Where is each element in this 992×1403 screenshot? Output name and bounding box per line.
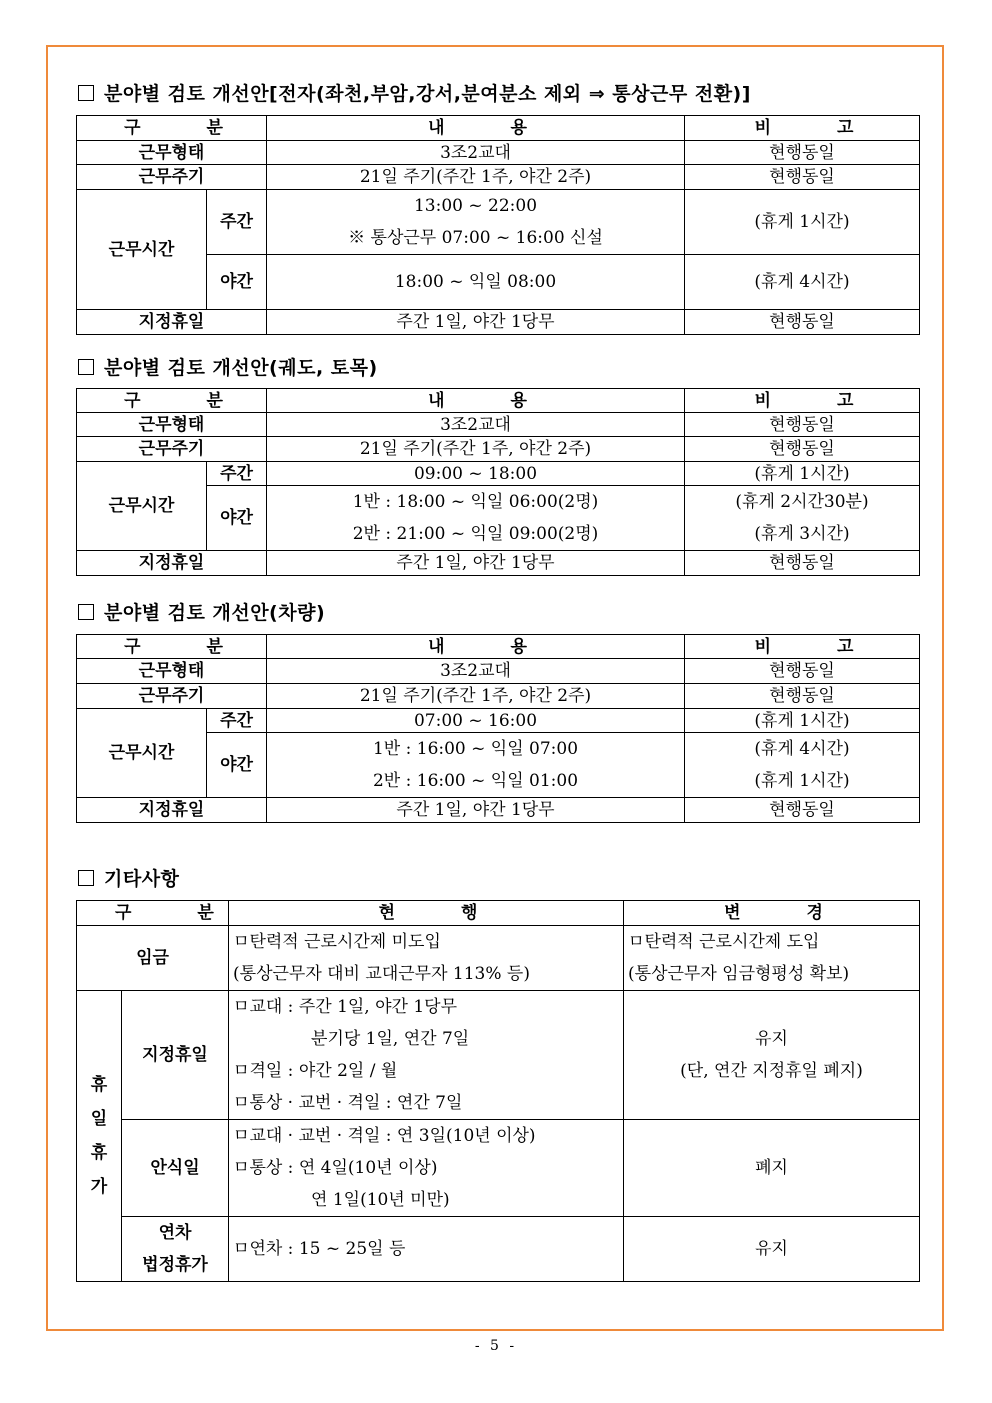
table-row (77, 462, 920, 486)
page-number: - 5 - (474, 1338, 518, 1354)
checkbox-square-icon (78, 870, 94, 886)
sub-label: 주간 (207, 709, 267, 733)
sub-label: 야간 (207, 486, 267, 551)
table-row (77, 190, 920, 255)
row-label: 임금 (77, 926, 229, 991)
table-header-row (77, 901, 920, 926)
checkbox-square-icon (78, 604, 94, 620)
row-change: 폐지 (624, 1120, 920, 1217)
other-items-table (76, 900, 920, 1282)
row-content: 13:00 ~ 22:00 ※ 통상근무 07:00 ~ 16:00 신설 (267, 190, 685, 255)
sub-label: 주간 (207, 462, 267, 486)
sub-label: 야간 (207, 255, 267, 310)
row-label: 연차 법정휴가 (122, 1217, 229, 1282)
row-note: (휴게 4시간) (휴게 1시간) (685, 733, 920, 798)
header-current: 현 행 (229, 901, 624, 926)
table-row (77, 165, 920, 190)
row-current: ㅁ탄력적 근로시간제 미도입 (통상근무자 대비 교대근무자 113% 등) (229, 926, 624, 991)
row-note: 현행동일 (685, 165, 920, 190)
row-label: 근무형태 (77, 659, 267, 684)
row-label: 근무시간 (77, 709, 207, 798)
row-note: (휴게 1시간) (685, 462, 920, 486)
row-current: ㅁ교대 · 교번 · 격일 : 연 3일(10년 이상) ㅁ통상 : 연 4일(10년 이상) 연 1일(10년 미만) (229, 1120, 624, 1217)
row-current: ㅁ연차 : 15 ~ 25일 등 (229, 1217, 624, 1282)
header-category: 구 분 (77, 635, 267, 659)
row-note: (휴게 4시간) (685, 255, 920, 310)
table-row (77, 141, 920, 165)
row-current: ㅁ교대 : 주간 1일, 야간 1당무 분기당 1일, 연간 7일 ㅁ격일 : 야간 2일 / 월 ㅁ통상 · 교번 · 격일 : 연간 7일 (229, 991, 624, 1120)
row-label: 지정휴일 (77, 310, 267, 335)
row-change: ㅁ탄력적 근로시간제 도입 (통상근무자 임금형평성 확보) (624, 926, 920, 991)
table-row (77, 926, 920, 991)
row-label: 근무주기 (77, 165, 267, 190)
table-row (77, 991, 920, 1120)
row-note: (휴게 2시간30분) (휴게 3시간) (685, 486, 920, 551)
row-note: 현행동일 (685, 437, 920, 462)
section-heading: 기타사항 (78, 864, 179, 891)
table-row (77, 1217, 920, 1282)
row-content: 07:00 ~ 16:00 (267, 709, 685, 733)
header-category: 구 분 (77, 389, 267, 413)
row-label: 지정휴일 (77, 798, 267, 823)
table-row (77, 437, 920, 462)
table-header-row (77, 389, 920, 413)
table-row (77, 551, 920, 576)
row-change: 유지 (단, 연간 지정휴일 폐지) (624, 991, 920, 1120)
section-heading: 분야별 검토 개선안[전자(좌천,부암,강서,분여분소 제외 ⇒ 통상근무 전환)] (78, 79, 751, 106)
row-content: 주간 1일, 야간 1당무 (267, 798, 685, 823)
table-row (77, 310, 920, 335)
schedule-table-vehicle (76, 634, 920, 823)
row-label: 근무시간 (77, 190, 207, 310)
row-content: 3조2교대 (267, 141, 685, 165)
checkbox-square-icon (78, 85, 94, 101)
row-content: 1반 : 18:00 ~ 익일 06:00(2명) 2반 : 21:00 ~ 익일 09:00(2명) (267, 486, 685, 551)
group-label: 휴일휴가 (77, 991, 122, 1282)
row-note: (휴게 1시간) (685, 190, 920, 255)
table-row (77, 1120, 920, 1217)
table-row (77, 684, 920, 709)
row-label: 지정휴일 (122, 991, 229, 1120)
row-label: 근무형태 (77, 413, 267, 437)
row-change: 유지 (624, 1217, 920, 1282)
row-note: 현행동일 (685, 141, 920, 165)
header-content: 내 용 (267, 635, 685, 659)
row-note: (휴게 1시간) (685, 709, 920, 733)
header-category: 구 분 (77, 116, 267, 141)
row-note: 현행동일 (685, 310, 920, 335)
header-note: 비 고 (685, 635, 920, 659)
header-content: 내 용 (267, 389, 685, 413)
header-category: 구 분 (77, 901, 229, 926)
table-row (77, 709, 920, 733)
schedule-table-electronics (76, 115, 920, 335)
row-content: 3조2교대 (267, 659, 685, 684)
row-label: 근무주기 (77, 437, 267, 462)
row-content: 3조2교대 (267, 413, 685, 437)
row-content: 주간 1일, 야간 1당무 (267, 310, 685, 335)
table-row (77, 413, 920, 437)
row-note: 현행동일 (685, 551, 920, 576)
row-note: 현행동일 (685, 413, 920, 437)
row-content: 21일 주기(주간 1주, 야간 2주) (267, 165, 685, 190)
row-note: 현행동일 (685, 798, 920, 823)
sub-label: 주간 (207, 190, 267, 255)
table-header-row (77, 116, 920, 141)
row-label: 근무주기 (77, 684, 267, 709)
row-note: 현행동일 (685, 684, 920, 709)
sub-label: 야간 (207, 733, 267, 798)
row-label: 지정휴일 (77, 551, 267, 576)
row-label: 안식일 (122, 1120, 229, 1217)
checkbox-square-icon (78, 359, 94, 375)
row-content: 21일 주기(주간 1주, 야간 2주) (267, 684, 685, 709)
table-row (77, 798, 920, 823)
row-label: 근무시간 (77, 462, 207, 551)
header-note: 비 고 (685, 116, 920, 141)
row-content: 1반 : 16:00 ~ 익일 07:00 2반 : 16:00 ~ 익일 01:00 (267, 733, 685, 798)
row-content: 주간 1일, 야간 1당무 (267, 551, 685, 576)
header-note: 비 고 (685, 389, 920, 413)
row-content: 09:00 ~ 18:00 (267, 462, 685, 486)
header-change: 변 경 (624, 901, 920, 926)
section-heading: 분야별 검토 개선안(궤도, 토목) (78, 353, 378, 380)
table-header-row (77, 635, 920, 659)
row-content: 18:00 ~ 익일 08:00 (267, 255, 685, 310)
row-note: 현행동일 (685, 659, 920, 684)
header-content: 내 용 (267, 116, 685, 141)
table-row (77, 659, 920, 684)
schedule-table-track (76, 388, 920, 576)
row-content: 21일 주기(주간 1주, 야간 2주) (267, 437, 685, 462)
section-heading: 분야별 검토 개선안(차량) (78, 598, 325, 625)
row-label: 근무형태 (77, 141, 267, 165)
